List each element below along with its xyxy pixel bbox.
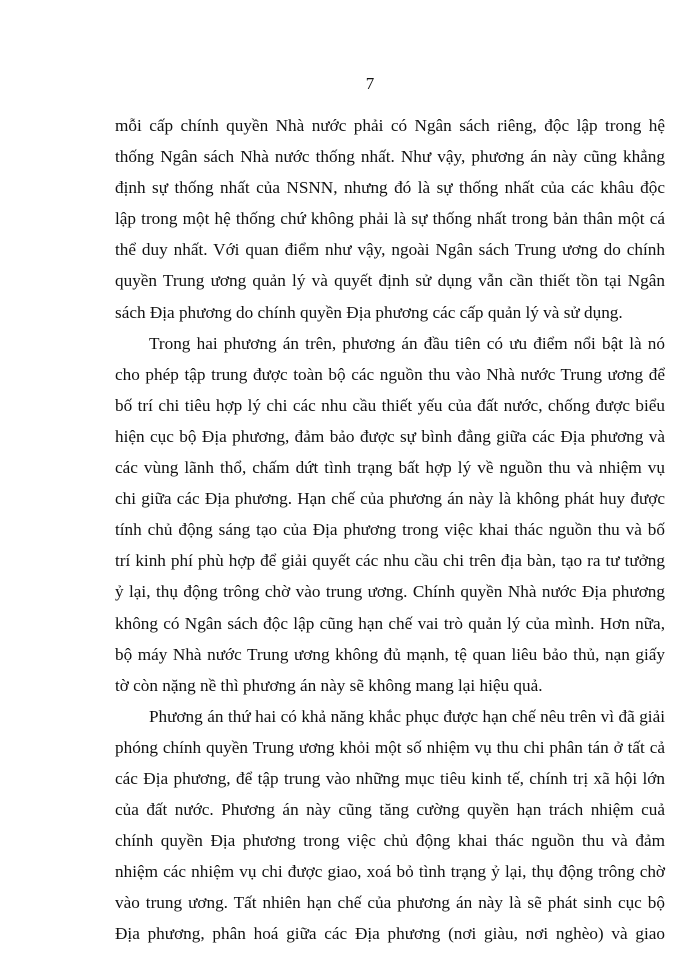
text-line: các Địa phương, để tập trung vào những mục tiêu kinh tế, chính trị xã hội lớn [115,768,665,788]
text-line: ỷ lại, thụ động trông chờ vào trung ương. Chính quyền Nhà nước Địa phương [115,582,665,602]
text-line: Trong hai phương án trên, phương án đầu tiên có ưu điểm nổi bật là nó [149,333,665,353]
text-line: lập trong một hệ thống chứ không phải là sự thống nhất trong bản thân một cá [115,209,665,229]
text-line: của đất nước. Phương án này cũng tăng cường quyền hạn trách nhiệm cuả [115,800,665,820]
text-line: tờ còn nặng nề thì phương án này sẽ không mang lại hiệu quả. [115,675,543,695]
text-line: các vùng lãnh thổ, chấm dứt tình trạng bất hợp lý về nguồn thu và nhiệm vụ [115,458,665,478]
text-line: bố trí chi tiêu hợp lý chi các nhu cầu thiết yếu của đất nước, chống được biểu [115,395,665,415]
text-line: nhiệm các nhiệm vụ chi được giao, xoá bỏ tình trạng ỷ lại, thụ động trông chờ [115,862,665,882]
text-line: thống Ngân sách Nhà nước thống nhất. Như vậy, phương án này cũng khẳng [115,147,665,167]
paragraph-1 [115,110,665,328]
text-line: bộ máy Nhà nước Trung ương không đủ mạnh, tệ quan liêu bảo thủ, nạn giấy [115,644,665,664]
text-line: chính quyền Địa phương trong việc chủ động khai thác nguồn thu và đảm [115,831,665,851]
text-line: quyền Trung ương quản lý và quyết định sử dụng vẫn cần thiết tồn tại Ngân [115,271,665,291]
text-line: định sự thống nhất của NSNN, nhưng đó là sự thống nhất của các khâu độc [115,178,665,198]
page-number: 7 [365,74,375,93]
text-line: hiện cục bộ Địa phương, đảm bảo được sự bình đẳng giữa các Địa phương và [115,426,665,446]
text-line: chi giữa các Địa phương. Hạn chế của phương án này là không phát huy được [115,489,665,509]
body-text [115,110,665,950]
paragraph-2 [115,328,665,701]
text-line: không có Ngân sách độc lập cũng hạn chế vai trò quản lý của mình. Hơn nữa, [115,613,665,633]
text-line: trí kinh phí phù hợp để giải quyết các nhu cầu chi trên địa bàn, tạo ra tư tưởng [115,551,665,571]
text-line: thể duy nhất. Với quan điểm như vậy, ngoài Ngân sách Trung ương do chính [115,240,665,260]
text-line: sách Địa phương do chính quyền Địa phương các cấp quản lý và sử dụng. [115,302,623,322]
text-line: vào trung ương. Tất nhiên hạn chế của phương án này là sẽ phát sinh cục bộ [115,893,665,913]
text-line: tính chủ động sáng tạo của Địa phương trong việc khai thác nguồn thu và bố [115,520,665,540]
paragraph-3 [115,701,665,950]
text-line: cho phép tập trung được toàn bộ các nguồn thu vào Nhà nước Trung ương để [115,364,665,384]
text-line: mỗi cấp chính quyền Nhà nước phải có Ngân sách riêng, độc lập trong hệ [115,116,665,135]
text-line: phóng chính quyền Trung ương khỏi một số nhiệm vụ thu chi phân tán ở tất cả [115,737,665,757]
text-line: Phương án thứ hai có khả năng khắc phục được hạn chế nêu trên vì đã giải [149,706,665,726]
text-line: Địa phương, phân hoá giữa các Địa phương (nơi giàu, nơi nghèo) và giao [115,924,665,944]
